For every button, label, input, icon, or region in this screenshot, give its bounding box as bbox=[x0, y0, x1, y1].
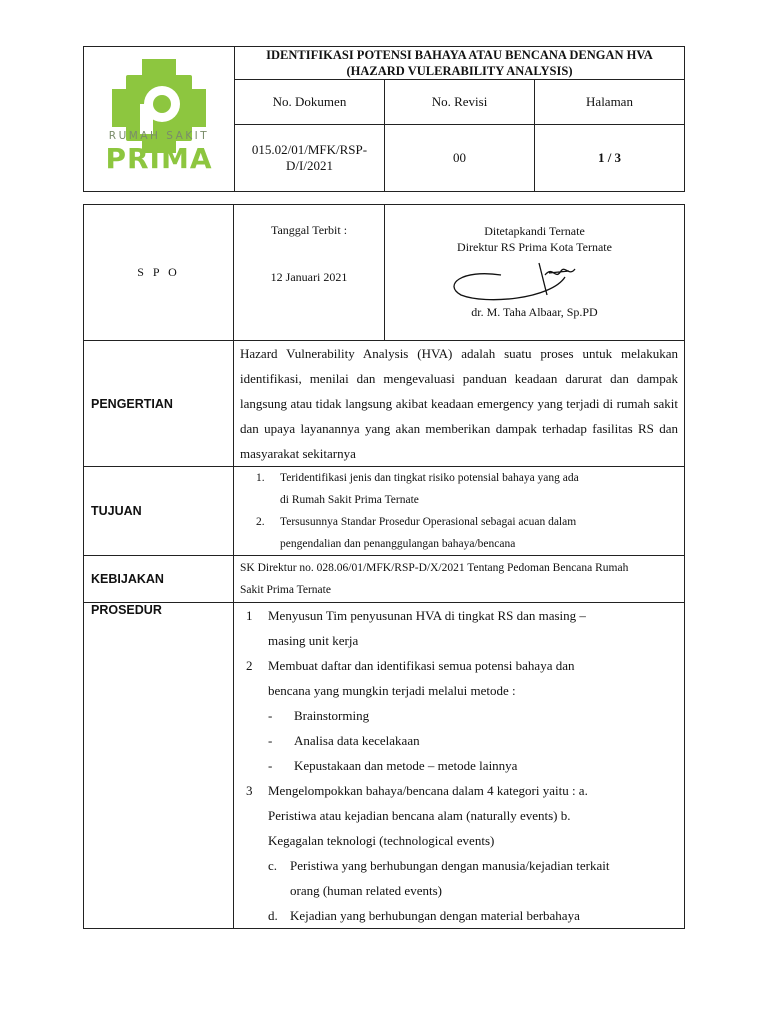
kebijakan-text bbox=[234, 556, 685, 603]
method-text: Brainstorming bbox=[294, 708, 370, 723]
title-line-2: (HAZARD VULERABILITY ANALYSIS) bbox=[346, 64, 573, 78]
revision-label: No. Revisi bbox=[385, 80, 535, 125]
page-value: 1 / 3 bbox=[535, 125, 685, 192]
item-text-cont: pengendalian dan penanggulangan bahaya/bencana bbox=[280, 538, 516, 550]
item-number: 2. bbox=[256, 516, 265, 528]
step-text-cont: masing unit kerja bbox=[268, 633, 359, 648]
category-text: Kejadian yang berhubungan dengan material berbahaya bbox=[290, 908, 580, 923]
tujuan-list bbox=[234, 467, 685, 556]
spo-label: S P O bbox=[84, 205, 234, 341]
step-text: Membuat daftar dan identifikasi semua potensi bahaya dan bbox=[268, 658, 575, 673]
approval-cell bbox=[385, 205, 685, 341]
prosedur-label: PROSEDUR bbox=[84, 603, 234, 929]
doc-number-line-1: 015.02/01/MFK/RSP- bbox=[251, 142, 368, 157]
signer-name: dr. M. Taha Albaar, Sp.PD bbox=[471, 305, 598, 319]
step-text-cont: Kegagalan teknologi (technological events) bbox=[268, 833, 495, 848]
step-text: Mengelompokkan bahaya/bencana dalam 4 kategori yaitu : a. bbox=[268, 783, 588, 798]
method-item: - Brainstorming bbox=[268, 708, 370, 723]
kebijakan-line-1: SK Direktur no. 028.06/01/MFK/RSP-D/X/2021 Tentang Pedoman Bencana Rumah bbox=[240, 562, 629, 574]
step-text-cont: Peristiwa atau kejadian bencana alam (naturally events) b. bbox=[268, 808, 571, 823]
method-text: Analisa data kecelakaan bbox=[294, 733, 420, 748]
signature-icon bbox=[441, 255, 591, 303]
category-d bbox=[246, 903, 648, 928]
tujuan-label: TUJUAN bbox=[84, 467, 234, 556]
list-item bbox=[256, 467, 678, 489]
title-line-1: IDENTIFIKASI POTENSI BAHAYA ATAU BENCANA DENGAN HVA bbox=[266, 48, 653, 62]
step-number: 3 bbox=[246, 783, 253, 798]
prosedur-content bbox=[234, 603, 685, 929]
doc-number-line-2: D/I/2021 bbox=[286, 158, 333, 173]
pengertian-text: Hazard Vulnerability Analysis (HVA) adalah suatu proses untuk melakukan identifikasi, menilai dan mengevaluasi panduan keadaan darurat dan dampak langsung atau tidak langsung akibat keadaan emergency yang terjadi di rumah sakit dan upaya layanannya yang akan memberikan dampak terhadap fasilitas RS dan masyarakat sekitarnya bbox=[234, 341, 685, 467]
item-number: 1. bbox=[256, 472, 265, 484]
category-c bbox=[246, 853, 648, 878]
spo-table bbox=[83, 204, 685, 929]
logo-cell bbox=[84, 47, 235, 192]
method-text: Kepustakaan dan metode – metode lainnya bbox=[294, 758, 518, 773]
method-item: - Kepustakaan dan metode – metode lainnya bbox=[268, 758, 518, 773]
doc-number-label: No. Dokumen bbox=[235, 80, 385, 125]
issue-date-cell bbox=[234, 205, 385, 341]
document-title bbox=[235, 47, 685, 80]
logo-big-text: PRIMA bbox=[105, 142, 213, 175]
step-number: 2 bbox=[246, 658, 253, 673]
item-text-cont: di Rumah Sakit Prima Ternate bbox=[280, 494, 419, 506]
step-1 bbox=[246, 603, 648, 628]
category-text: Peristiwa yang berhubungan dengan manusia/kejadian terkait bbox=[290, 858, 610, 873]
doc-number-value bbox=[235, 125, 385, 192]
list-item bbox=[256, 511, 678, 533]
page-label: Halaman bbox=[535, 80, 685, 125]
category-letter: d. bbox=[268, 908, 278, 923]
category-letter: c. bbox=[268, 858, 278, 873]
logo-small-text: RUMAH SAKIT bbox=[108, 130, 210, 142]
approval-line-2: Direktur RS Prima Kota Ternate bbox=[457, 240, 612, 254]
step-number: 1 bbox=[246, 608, 253, 623]
issue-date-label: Tanggal Terbit : bbox=[270, 223, 348, 237]
kebijakan-label: KEBIJAKAN bbox=[84, 556, 234, 603]
method-item: - Analisa data kecelakaan bbox=[268, 733, 420, 748]
step-text-cont: bencana yang mungkin terjadi melalui metode : bbox=[268, 683, 516, 698]
document-header bbox=[83, 46, 685, 192]
item-text: Teridentifikasi jenis dan tingkat risiko potensial bahaya yang ada bbox=[280, 472, 579, 484]
step-3 bbox=[246, 778, 648, 803]
issue-date-value: 12 Januari 2021 bbox=[270, 270, 348, 284]
step-text: Menyusun Tim penyusunan HVA di tingkat RS dan masing – bbox=[268, 608, 586, 623]
step-2 bbox=[246, 653, 648, 678]
revision-value: 00 bbox=[385, 125, 535, 192]
category-text-cont: orang (human related events) bbox=[290, 883, 442, 898]
approval-line-1: Ditetapkandi Ternate bbox=[484, 224, 585, 238]
item-text: Tersusunnya Standar Prosedur Operasional sebagai acuan dalam bbox=[280, 516, 577, 528]
pengertian-label: PENGERTIAN bbox=[84, 341, 234, 467]
kebijakan-line-2: Sakit Prima Ternate bbox=[240, 584, 331, 596]
